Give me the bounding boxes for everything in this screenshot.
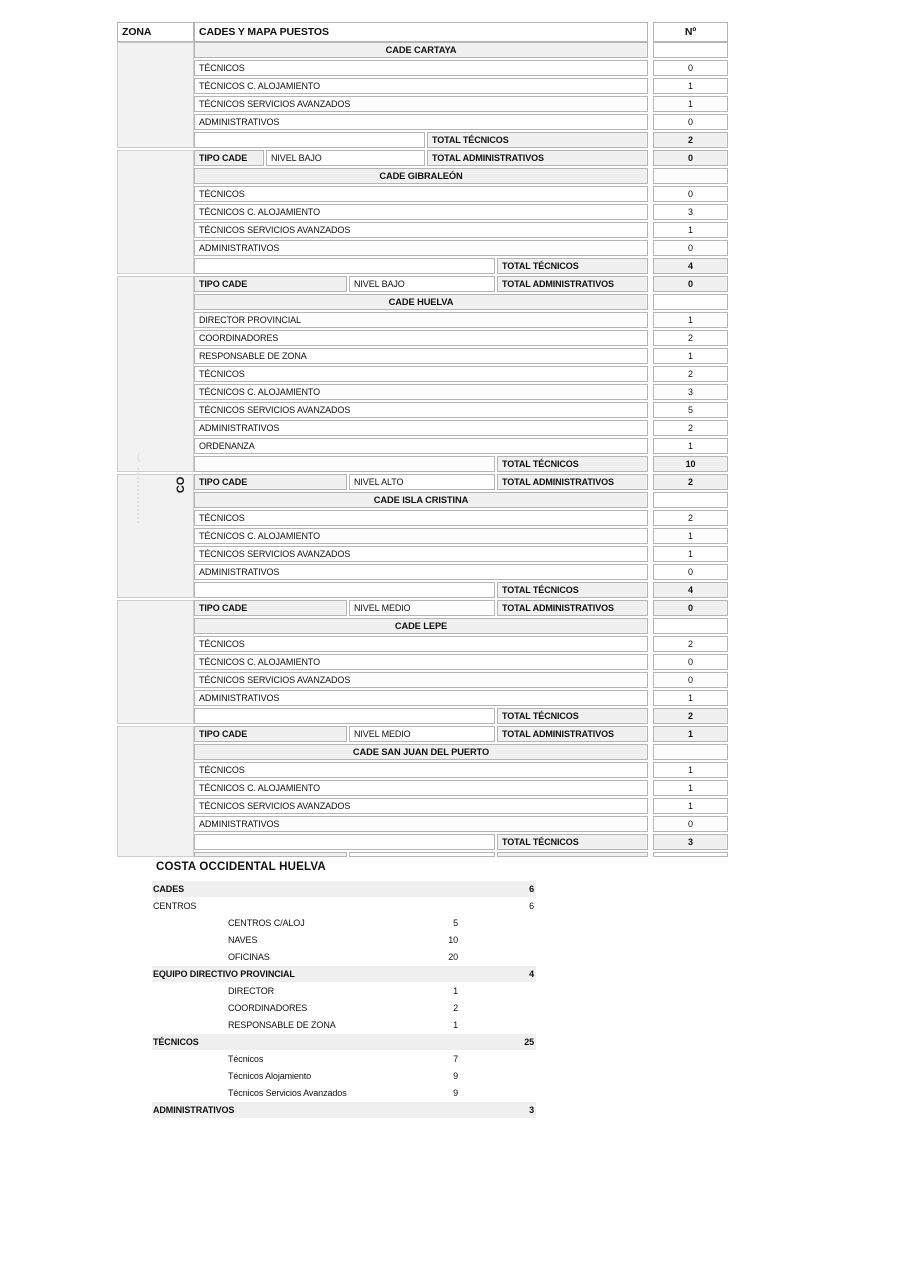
summary-subvalue: 1 xyxy=(453,986,458,996)
summary-label: CENTROS xyxy=(153,901,197,911)
summary-label: COORDINADORES xyxy=(228,1003,308,1013)
cutoff-admin-sliver xyxy=(497,852,648,857)
summary-subvalue: 1 xyxy=(453,1020,458,1030)
tipo-cade-label: TIPO CADE xyxy=(194,150,264,166)
row-label-cell: ADMINISTRATIVOS xyxy=(194,816,648,832)
row-label-cell: TÉCNICOS C. ALOJAMIENTO xyxy=(194,780,648,796)
total-administrativos-value: 1 xyxy=(653,726,728,742)
row-value-cell: 2 xyxy=(653,636,728,652)
summary-subvalue: 2 xyxy=(453,1003,458,1013)
nivel-cell: NIVEL MEDIO xyxy=(349,600,495,616)
row-value-cell: 0 xyxy=(653,114,728,130)
row-label-cell: ADMINISTRATIVOS xyxy=(194,420,648,436)
section-header-cell: CADE HUELVA xyxy=(194,294,648,310)
tipo-cade-label: TIPO CADE xyxy=(194,600,347,616)
total-tecnicos-spacer xyxy=(194,708,495,724)
total-administrativos-label: TOTAL ADMINISTRATIVOS xyxy=(427,150,648,166)
row-value-cell: 2 xyxy=(653,420,728,436)
row-label-cell: DIRECTOR PROVINCIAL xyxy=(194,312,648,328)
row-value-cell: 1 xyxy=(653,78,728,94)
row-label-cell: TÉCNICOS SERVICIOS AVANZADOS xyxy=(194,798,648,814)
summary-value: 4 xyxy=(529,969,534,979)
summary-subvalue: 7 xyxy=(453,1054,458,1064)
total-administrativos-value: 0 xyxy=(653,276,728,292)
total-administrativos-label: TOTAL ADMINISTRATIVOS xyxy=(497,474,648,490)
total-tecnicos-label: TOTAL TÉCNICOS xyxy=(497,258,648,274)
row-value-cell: 1 xyxy=(653,528,728,544)
total-tecnicos-value: 3 xyxy=(653,834,728,850)
zone-summary xyxy=(117,858,617,1148)
total-tecnicos-value: 2 xyxy=(653,708,728,724)
row-label-cell: TÉCNICOS SERVICIOS AVANZADOS xyxy=(194,672,648,688)
row-label-cell: ADMINISTRATIVOS xyxy=(194,690,648,706)
num-header-cell: Nº xyxy=(653,22,728,42)
section-header-cell: CADE GIBRALEÓN xyxy=(194,168,648,184)
row-value-cell: 0 xyxy=(653,240,728,256)
row-value-cell: 2 xyxy=(653,330,728,346)
nivel-cell: NIVEL BAJO xyxy=(266,150,425,166)
row-label-cell: ADMINISTRATIVOS xyxy=(194,114,648,130)
row-label-cell: TÉCNICOS SERVICIOS AVANZADOS xyxy=(194,402,648,418)
row-label-cell: TÉCNICOS SERVICIOS AVANZADOS xyxy=(194,546,648,562)
cutoff-num-sliver xyxy=(653,852,728,857)
row-value-cell: 1 xyxy=(653,546,728,562)
row-value-cell: 1 xyxy=(653,96,728,112)
row-value-cell: 1 xyxy=(653,438,728,454)
cutoff-tipo-sliver xyxy=(194,852,347,857)
total-tecnicos-spacer xyxy=(194,132,425,148)
nivel-cell: NIVEL MEDIO xyxy=(349,726,495,742)
summary-label: DIRECTOR xyxy=(228,986,275,996)
total-administrativos-label: TOTAL ADMINISTRATIVOS xyxy=(497,726,648,742)
row-value-cell: 3 xyxy=(653,204,728,220)
zona-column-segment xyxy=(117,42,194,148)
row-label-cell: TÉCNICOS C. ALOJAMIENTO xyxy=(194,384,648,400)
row-value-cell: 0 xyxy=(653,564,728,580)
total-tecnicos-spacer xyxy=(194,582,495,598)
row-label-cell: TÉCNICOS xyxy=(194,636,648,652)
num-empty-cell xyxy=(653,618,728,634)
total-tecnicos-label: TOTAL TÉCNICOS xyxy=(497,582,648,598)
summary-subvalue: 10 xyxy=(448,935,458,945)
summary-label: TÉCNICOS xyxy=(153,1037,199,1047)
row-value-cell: 1 xyxy=(653,348,728,364)
row-value-cell: 5 xyxy=(653,402,728,418)
tipo-cade-label: TIPO CADE xyxy=(194,726,347,742)
summary-subvalue: 9 xyxy=(453,1071,458,1081)
summary-subvalue: 9 xyxy=(453,1088,458,1098)
row-label-cell: TÉCNICOS xyxy=(194,510,648,526)
row-label-cell: TÉCNICOS xyxy=(194,60,648,76)
table-title-cell: CADES Y MAPA PUESTOS xyxy=(194,22,648,42)
row-label-cell: TÉCNICOS xyxy=(194,366,648,382)
cutoff-nivel-sliver xyxy=(349,852,495,857)
row-value-cell: 1 xyxy=(653,312,728,328)
total-administrativos-value: 0 xyxy=(653,150,728,166)
row-value-cell: 0 xyxy=(653,186,728,202)
tipo-cade-label: TIPO CADE xyxy=(194,276,347,292)
row-label-cell: TÉCNICOS C. ALOJAMIENTO xyxy=(194,528,648,544)
zona-column-segment xyxy=(117,276,194,472)
num-empty-cell xyxy=(653,294,728,310)
total-tecnicos-spacer xyxy=(194,456,495,472)
staff-table xyxy=(117,22,728,862)
row-value-cell: 1 xyxy=(653,798,728,814)
summary-subvalue: 20 xyxy=(448,952,458,962)
row-label-cell: TÉCNICOS xyxy=(194,186,648,202)
total-tecnicos-value: 4 xyxy=(653,258,728,274)
summary-label: NAVES xyxy=(228,935,258,945)
total-administrativos-label: TOTAL ADMINISTRATIVOS xyxy=(497,276,648,292)
section-header-cell: CADE ISLA CRISTINA xyxy=(194,492,648,508)
total-tecnicos-label: TOTAL TÉCNICOS xyxy=(497,834,648,850)
total-administrativos-label: TOTAL ADMINISTRATIVOS xyxy=(497,600,648,616)
row-label-cell: ADMINISTRATIVOS xyxy=(194,564,648,580)
total-tecnicos-label: TOTAL TÉCNICOS xyxy=(497,456,648,472)
row-label-cell: RESPONSABLE DE ZONA xyxy=(194,348,648,364)
total-tecnicos-spacer xyxy=(194,834,495,850)
zona-header-cell: ZONA xyxy=(117,22,194,42)
summary-label: Técnicos Servicios Avanzados xyxy=(228,1088,347,1098)
summary-label: Técnicos xyxy=(228,1054,264,1064)
num-empty-cell xyxy=(653,42,728,58)
total-tecnicos-spacer xyxy=(194,258,495,274)
row-label-cell: ORDENANZA xyxy=(194,438,648,454)
zona-arc-artifact: ( xyxy=(137,451,141,463)
summary-value: 3 xyxy=(529,1105,534,1115)
row-label-cell: COORDINADORES xyxy=(194,330,648,346)
row-label-cell: ADMINISTRATIVOS xyxy=(194,240,648,256)
row-value-cell: 0 xyxy=(653,654,728,670)
summary-value: 6 xyxy=(529,884,534,894)
total-administrativos-value: 0 xyxy=(653,600,728,616)
row-value-cell: 0 xyxy=(653,816,728,832)
summary-value: 25 xyxy=(524,1037,534,1047)
row-value-cell: 1 xyxy=(653,690,728,706)
summary-label: EQUIPO DIRECTIVO PROVINCIAL xyxy=(153,969,295,979)
num-empty-cell xyxy=(653,744,728,760)
zona-column-segment xyxy=(117,726,194,857)
summary-label: ADMINISTRATIVOS xyxy=(153,1105,235,1115)
summary-subvalue: 5 xyxy=(453,918,458,928)
zona-dotted-artifact xyxy=(137,468,147,523)
nivel-cell: NIVEL BAJO xyxy=(349,276,495,292)
num-empty-cell xyxy=(653,168,728,184)
total-tecnicos-value: 4 xyxy=(653,582,728,598)
section-header-cell: CADE SAN JUAN DEL PUERTO xyxy=(194,744,648,760)
summary-label: CENTROS C/ALOJ xyxy=(228,918,305,928)
summary-label: CADES xyxy=(153,884,185,894)
total-tecnicos-value: 2 xyxy=(653,132,728,148)
summary-value: 6 xyxy=(529,901,534,911)
total-tecnicos-label: TOTAL TÉCNICOS xyxy=(497,708,648,724)
row-label-cell: TÉCNICOS C. ALOJAMIENTO xyxy=(194,78,648,94)
section-header-cell: CADE LEPE xyxy=(194,618,648,634)
total-administrativos-value: 2 xyxy=(653,474,728,490)
row-value-cell: 0 xyxy=(653,672,728,688)
row-value-cell: 3 xyxy=(653,384,728,400)
zona-vertical-label: CO xyxy=(174,476,187,494)
row-value-cell: 0 xyxy=(653,60,728,76)
section-header-cell: CADE CARTAYA xyxy=(194,42,648,58)
summary-label: Técnicos Alojamiento xyxy=(228,1071,312,1081)
num-empty-cell xyxy=(653,492,728,508)
row-label-cell: TÉCNICOS SERVICIOS AVANZADOS xyxy=(194,96,648,112)
total-tecnicos-value: 10 xyxy=(653,456,728,472)
row-value-cell: 1 xyxy=(653,780,728,796)
summary-title: COSTA OCCIDENTAL HUELVA xyxy=(156,861,326,873)
row-label-cell: TÉCNICOS xyxy=(194,762,648,778)
row-value-cell: 2 xyxy=(653,366,728,382)
tipo-cade-label: TIPO CADE xyxy=(194,474,347,490)
row-value-cell: 1 xyxy=(653,222,728,238)
nivel-cell: NIVEL ALTO xyxy=(349,474,495,490)
zona-column-segment xyxy=(117,600,194,724)
row-value-cell: 1 xyxy=(653,762,728,778)
row-label-cell: TÉCNICOS C. ALOJAMIENTO xyxy=(194,654,648,670)
row-value-cell: 2 xyxy=(653,510,728,526)
summary-label: RESPONSABLE DE ZONA xyxy=(228,1020,336,1030)
row-label-cell: TÉCNICOS SERVICIOS AVANZADOS xyxy=(194,222,648,238)
summary-label: OFICINAS xyxy=(228,952,270,962)
total-tecnicos-label: TOTAL TÉCNICOS xyxy=(427,132,648,148)
zona-column-segment xyxy=(117,150,194,274)
row-label-cell: TÉCNICOS C. ALOJAMIENTO xyxy=(194,204,648,220)
